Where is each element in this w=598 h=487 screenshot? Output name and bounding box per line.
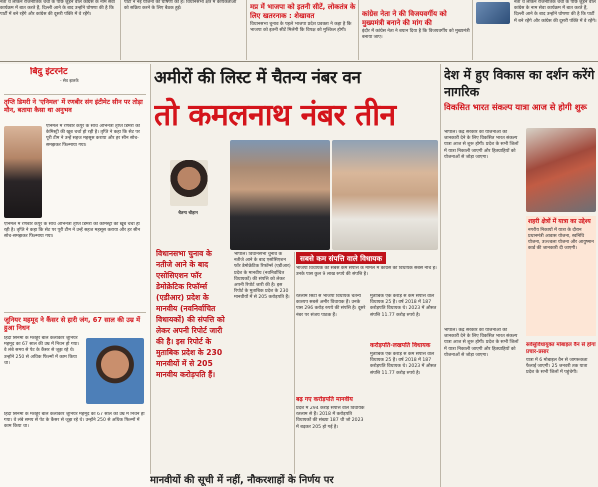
top-right-block	[476, 0, 598, 60]
headline-line-2: तो कमलनाथ नंबर तीन	[154, 98, 396, 133]
right-bottom-text: यात्रा में 6 मोबाइल वैन से जागरूकता फैलाई जाएगी। 25 जनवरी तक यात्रा प्रदेश के सभी जिलों में पहुंचेगी।	[526, 358, 588, 376]
highlight-box	[526, 216, 596, 336]
section-label: बिंदु इंटरनेट	[30, 67, 68, 77]
top-col-3-text: विधानसभा चुनाव के पहले भाजपा प्रदेश प्रवक्ता ने कहा है कि भाजपा को इतनी सीटें मिलेंगी कि विपक्ष को मुश्किल होगी।	[250, 22, 352, 34]
sub-headline-2: बढ़ गए करोड़पति मानवीय	[296, 396, 353, 403]
politician-photo-2	[332, 140, 438, 250]
story-2-headline: जूनियर महमूद ने कैंसर से हारी जंग, 67 साल की उम्र में हुआ निधन	[4, 316, 141, 333]
top-right-text: नेता थे लेकिन राजनीतिक चर्चा के पीछे जुड़ने वाले कांग्रेस के नाम सेवा कार्यक्रम में बात करते हैं, दिल्ली आने के बाद उन्होंने घोषणा की है कि पार्टी में बने रहेंगे और कांग्रेस की दूसरी पंक्ति में वे रहेंगे।	[514, 0, 597, 24]
center-col-b: रतलाम सिटी से भाजपा विधायक चैतन्य काश्यप सबसे अमीर विधायक हैं। उनके पास 296 करोड़ रुपये की संपत्ति है। दूसरे नंबर पर संजय पाठक हैं।	[296, 294, 366, 318]
top-col-3-headline: मप्र में भाजपा को इतनी सीटें, लोकतंत्र के लिए खतरनाक : शेखावत	[250, 3, 356, 20]
right-body-2: भोपाल। केंद्र सरकार की योजनाओं की जानकारी देने के लिए विकसित भारत संकल्प यात्रा आज से शुरू होगी। प्रदेश के सभी जिलों में यात्रा निकाली जाएगी और हितग्राहियों को योजनाओं से जोड़ा जाएगा।	[444, 328, 519, 358]
center-col-c: प्रदेश में 294 करोड़ संपत्ति वाले विधायक रतलाम से हैं। 2018 में करोड़पति विधायकों की संख्या 187 थी जो 2023 में बढ़कर 205 हो गई है।	[296, 406, 365, 430]
headline-line-1: अमीरों की लिस्ट में चैतन्य नंबर वन	[154, 68, 361, 88]
richest-text: भाजपा विधायक की सबसे कम संपत्ति के मामले में कांग्रेस की विधायक सबसे नीचे हैं। उनके पास कुल 9 लाख रुपये की संपत्ति है।	[296, 266, 437, 278]
right-bottom-story	[526, 342, 596, 487]
top-col-2-text: पार्टी ने नई योजना की घोषणा की है। विधानसभा क्षेत्र में कार्यकर्ताओं को सक्रिय करने के लिए बैठक हुई।	[124, 0, 237, 12]
richest-tag-box	[296, 252, 438, 264]
story-1-headline: तृप्ति डिमरी ने 'एनिमल' में रणबीर संग इंटीमेट सीन पर तोड़ा मौन, बताया कैसा था अनुभव	[4, 98, 143, 114]
center-col-d-top: मुताबिक एक करोड़ से कम संपत्ति वाले विधायक 25 हैं। वर्ष 2018 में 187 करोड़पति विधायक थे। 2023 में औसत संपत्ति 11.77 करोड़ रुपये है।	[370, 294, 437, 318]
right-body: भोपाल। केंद्र सरकार की योजनाओं की जानकारी देने के लिए विकसित भारत संकल्प यात्रा आज से शुरू होगी। प्रदेश के सभी जिलों में यात्रा निकाली जाएगी और हितग्राहियों को योजनाओं से जोड़ा जाएगा।	[444, 130, 519, 160]
top-col-4-text: इंदौर में कांग्रेस नेता ने बयान दिया है कि विजयवर्गीय को मुख्यमंत्री बनाया जाए।	[362, 29, 470, 41]
headline-line-2-box	[154, 96, 436, 140]
pull-quote: विधानसभा चुनाव के नतीजे आने के बाद एसोसिएशन फॉर डेमोक्रेटिक रिफॉर्म्स (एडीआर) प्रदेश के मानवीय (नवनिर्वाचित विधायकों) की संपत्ति को लेकर अपनी रिपोर्ट जारी की है। इस रिपोर्ट के मुताबिक प्रदेश के 230 मानवीयों में से 205 मानवीय करोड़पति हैं।	[156, 249, 225, 379]
junior-mehmood-photo	[86, 338, 144, 404]
right-column	[444, 66, 598, 487]
box-headline: शहरी क्षेत्रों में यात्रा का उद्देश्य	[528, 218, 591, 225]
story-2-text-a: हिंदी सिनेमा के मशहूर बाल कलाकार जूनियर महमूद का 67 साल की उम्र में निधन हो गया। वे लंबे समय से पेट के कैंसर से जूझ रहे थे। उन्होंने 250 से अधिक फिल्मों में काम किया था।	[4, 336, 80, 366]
story-1-text-b: एनिमल में रणबीर कपूर के साथ अभिनेत्री तृप्ति डिमरी की केमिस्ट्री की खूब चर्चा हो रही है। तृप्ति ने कहा कि सेट पर पूरी टीम ने उन्हें सहज महसूस कराया और हर सीन सोच-समझकर फिल्माया गया।	[4, 222, 141, 240]
story-1-text-a: एनिमल में रणबीर कपूर के साथ अभिनेत्री तृप्ति डिमरी की केमिस्ट्री की खूब चर्चा हो रही है। तृप्ति ने कहा कि सेट पर पूरी टीम ने उन्हें सहज महसूस कराया और हर सीन सोच-समझकर फिल्माया गया।	[46, 124, 140, 148]
photo-caption: चैतन्य चौहान	[178, 210, 198, 215]
top-left-text: नेता थे लेकिन राजनीतिक चर्चा के पीछे जुड़ने वाले कांग्रेस के नाम सेवा कार्यक्रम में बात करते हैं, दिल्ली आने के बाद उन्होंने घोषणा की है कि पार्टी में बने रहेंगे और कांग्रेस की दूसरी पंक्ति में वे रहेंगे।	[0, 0, 115, 18]
right-headline: देश में हुए विकास का दर्शन करेंगे नागरिक	[444, 67, 595, 99]
left-column	[0, 64, 150, 487]
top-col-4-headline: कांग्रेस नेता ने की विजयवर्गीय को मुख्यमंत्री बनाने की मांग की	[362, 10, 447, 27]
story-2-text-b: हिंदी सिनेमा के मशहूर बाल कलाकार जूनियर महमूद का 67 साल की उम्र में निधन हो गया। वे लंबे समय से पेट के कैंसर से जूझ रहे थे। उन्होंने 250 से अधिक फिल्मों में काम किया था।	[4, 412, 145, 430]
bottom-banner-text: मानवीयों की सूची में नहीं, नौकरशाहों के निर्णय पर	[150, 475, 334, 486]
center-col-a: भोपाल। विधानसभा चुनाव के नतीजे आने के बाद एसोसिएशन फॉर डेमोक्रेटिक रिफॉर्म्स (एडीआर) प्रदेश के मानवीय (नवनिर्वाचित विधायकों) की संपत्ति को लेकर अपनी रिपोर्ट जारी की है। इस रिपोर्ट के मुताबिक प्रदेश के 230 मानवीयों में से 205 करोड़पति हैं।	[234, 252, 291, 301]
section-header	[30, 67, 142, 93]
van-photo	[526, 128, 596, 212]
actress-photo	[4, 126, 42, 218]
right-bottom-headline: सर्वसुविधायुक्त मोबाइल वैन से होगा प्रचार-प्रसार	[526, 342, 596, 355]
bottom-banner	[150, 474, 440, 487]
box-text: नगरीय निकायों में यात्रा के दौरान प्रधानमंत्री आवास योजना, स्वनिधि योजना, उज्ज्वला योजना और आयुष्मान कार्ड की जानकारी दी जाएगी।	[528, 227, 594, 252]
section-sub: - सेव झलकें	[60, 78, 79, 83]
top-right-photo	[476, 2, 510, 24]
right-subheadline: विकसित भारत संकल्प यात्रा आज से होगी शुरू	[444, 102, 587, 112]
headline-line-1-box	[154, 66, 436, 100]
politician-photo-1	[230, 140, 330, 250]
chaitanya-photo	[170, 160, 208, 206]
sub-headline-1: करोड़पति-लखपति विधायक	[370, 342, 431, 349]
center-col-d: मुताबिक एक करोड़ से कम संपत्ति वाले विधायक 25 हैं। वर्ष 2018 में 187 करोड़पति विधायक थे। 2023 में औसत संपत्ति 11.77 करोड़ रुपये है।	[370, 352, 437, 376]
top-col-3	[250, 0, 356, 60]
top-col-4	[362, 0, 470, 60]
richest-tag: सबसे कम संपत्ति वाले विधायक	[296, 252, 386, 264]
